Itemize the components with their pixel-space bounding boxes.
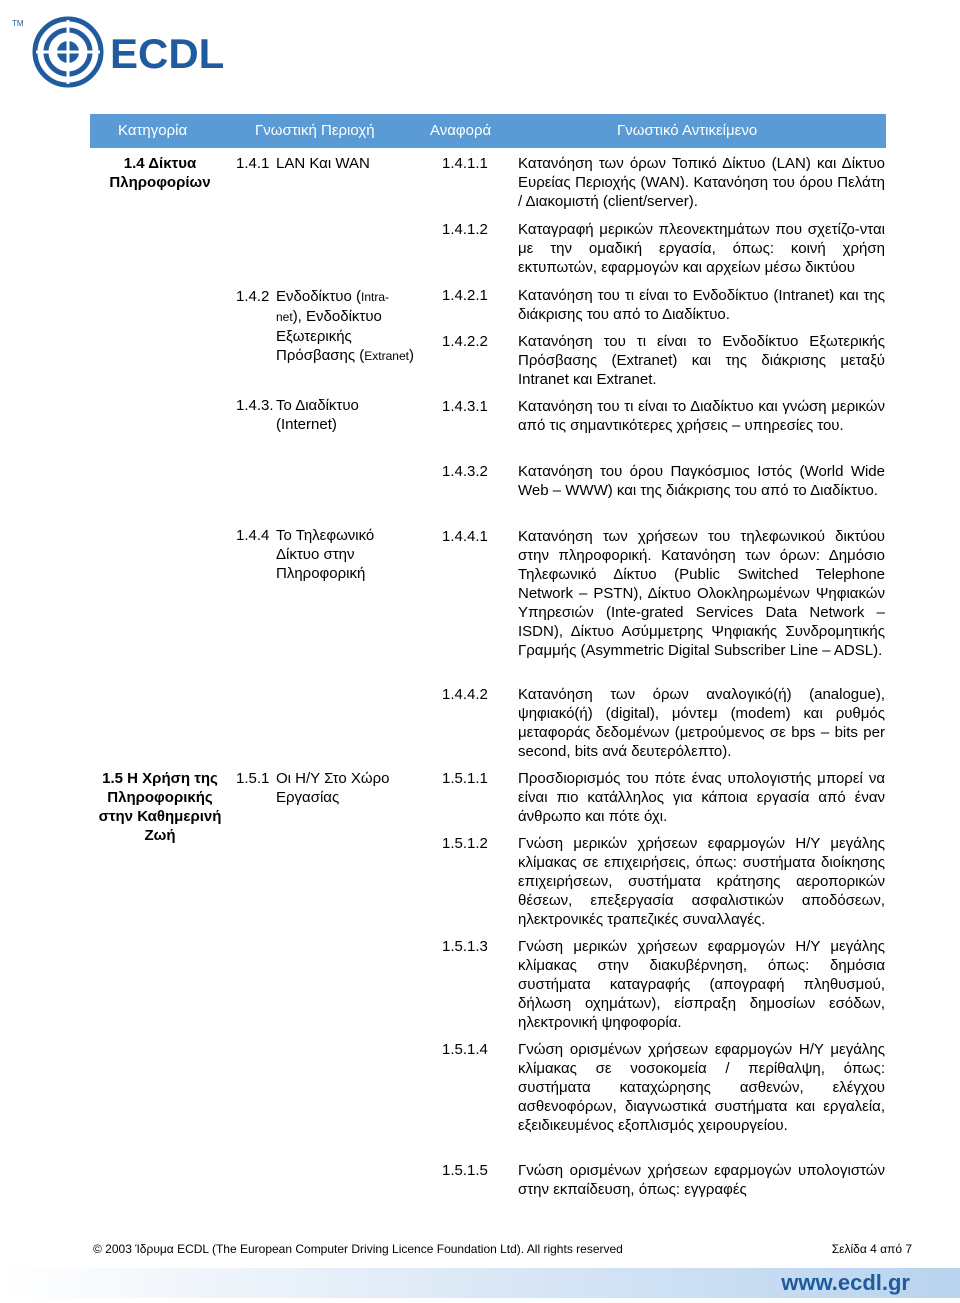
item-description: Κατανόηση του τι είναι το Ενδοδίκτυο Εξωτερικής Πρόσβασης (Extranet) και της διάκρισης μεταξύ Intranet και Extranet. xyxy=(518,333,885,388)
item-description: Προσδιορισμός του πότε ένας υπολογιστής μπορεί να είναι πιο κατάλληλος για κάποια εργασία από έναν άνθρωπο και πότε όχι. xyxy=(518,770,885,825)
area-label: Το Διαδίκτυο (Internet) xyxy=(276,397,359,433)
area-1-5-1 xyxy=(236,769,416,807)
header-area: Γνωστική Περιοχή xyxy=(255,122,375,139)
item-code: 1.4.4.2 xyxy=(442,686,488,703)
item-description: Κατανόηση των χρήσεων του τηλεφωνικού δικτύου στην πληροφορική. Κατανόηση των όρων: Δημόσιο Τηλεφωνικό Δίκτυο (Public Switched Telephone Network – PSTN), Δίκτυο Ολοκληρωμένων Ψηφιακών Υπηρεσιών (Inte-grated Services Data Network – ISDN), Δίκτυο Ασύμμετρης Ψηφιακής Συνδρομητικής Γραμμής (Asymmetric Digital Subscriber Line – ADSL). xyxy=(518,528,885,659)
item-code: 1.5.1.5 xyxy=(442,1162,488,1179)
area-number: 1.4.1 xyxy=(236,155,270,172)
item-code: 1.4.1.2 xyxy=(442,221,488,238)
item-code: 1.4.1.1 xyxy=(442,155,488,172)
header-category: Κατηγορία xyxy=(118,122,188,139)
item-description: Κατανόηση των όρων Τοπικό Δίκτυο (LAN) και Δίκτυο Ευρείας Περιοχής (WAN). Κατανόηση του όρου Πελάτη / Διακομιστή (client/server). xyxy=(518,155,885,210)
area-1-4-3 xyxy=(236,396,416,434)
area-number: 1.5.1 xyxy=(236,770,270,787)
area-number: 1.4.4 xyxy=(236,527,270,544)
item-description: Κατανόηση του όρου Παγκόσμιος Ιστός (World Wide Web – WWW) και της διάκρισης του από το Διαδίκτυο. xyxy=(518,463,885,499)
footer-copyright: © 2003 Ίδρυμα ECDL (The European Computer Driving Licence Foundation Ltd). All rights reserved xyxy=(93,1242,623,1256)
item-code: 1.5.1.1 xyxy=(442,770,488,787)
header-subject: Γνωστικό Αντικείμενο xyxy=(617,122,758,139)
item-description: Κατανόηση του τι είναι το Διαδίκτυο και γνώση μερικών από τις σημαντικότερες χρήσεις – υπηρεσίες του. xyxy=(518,398,885,434)
area-1-4-1 xyxy=(236,154,416,173)
item-description: Γνώση μερικών χρήσεων εφαρμογών Η/Υ μεγάλης κλίμακας σε επιχειρήσεις, όπως: συστήματα διοίκησης επιχειρήσεων, συστήματα κράτησης αεροπορικών θέσεων, επεξεργασία ασφαλιστικών αποδόσεων, ηλεκτρονικές τραπεζικές συναλλαγές. xyxy=(518,835,885,928)
item-description: Γνώση ορισμένων χρήσεων εφαρμογών υπολογιστών στην εκπαίδευση, όπως: εγγραφές xyxy=(518,1162,885,1198)
item-code: 1.4.3.2 xyxy=(442,463,488,480)
item-code: 1.4.3.1 xyxy=(442,398,488,415)
item-description: Κατανόηση του τι είναι το Ενδοδίκτυο (Intranet) και της διάκρισης του από το Διαδίκτυο. xyxy=(518,287,885,323)
area-number: 1.4.2 xyxy=(236,288,270,305)
item-code: 1.4.4.1 xyxy=(442,528,488,545)
area-1-4-2 xyxy=(236,287,416,366)
item-description: Κατανόηση των όρων αναλογικό(ή) (analogue), ψηφιακό(ή) (digital), μόντεμ (modem) και ρυθμός μεταφοράς δεδομένων (μετρούμενος σε bps – bits per second, bits ανά δευτερόλεπτο). xyxy=(518,686,885,760)
footer-page-number: Σελίδα 4 από 7 xyxy=(831,1242,912,1256)
website-link[interactable]: www.ecdl.gr xyxy=(781,1270,910,1295)
area-1-4-4 xyxy=(236,526,416,583)
category-1-4: 1.4 Δίκτυα Πληροφορίων xyxy=(109,155,211,191)
brand-name: ECDL xyxy=(110,30,225,77)
item-description: Καταγραφή μερικών πλεονεκτημάτων που σχετίζο-νται με την ομαδική εργασία, όπως: κοινή χρήση εκτυπωτών, εφαρμογών και αρχείων μέσω δικτύου xyxy=(518,221,885,276)
item-code: 1.4.2.1 xyxy=(442,287,488,304)
category-1-5: 1.5 Η Χρήση της Πληροφορικής στην Καθημερινή Ζωή xyxy=(98,770,222,844)
area-label: Οι Η/Υ Στο Χώρο Εργασίας xyxy=(276,770,390,806)
table-header xyxy=(90,114,886,148)
area-label: LAN Και WAN xyxy=(276,155,370,172)
item-code: 1.5.1.4 xyxy=(442,1041,488,1058)
area-number: 1.4.3. xyxy=(236,397,274,414)
area-label: Το Τηλεφωνικό Δίκτυο στην Πληροφορική xyxy=(276,527,375,582)
item-code: 1.5.1.3 xyxy=(442,938,488,955)
item-code: 1.4.2.2 xyxy=(442,333,488,350)
area-label: Ενδοδίκτυο (Intra- net), Ενδοδίκτυο Εξωτερικής Πρόσβασης (Extranet) xyxy=(276,288,414,364)
item-description: Γνώση μερικών χρήσεων εφαρμογών Η/Υ μεγάλης κλίμακας στην διακυβέρνηση, όπως: δημόσια συστήματα καταγραφής (απογραφή πληθυσμού, δήλωση οχημάτων), είσπραξη δημοσίων εσόδων, ηλεκτρονική ψηφοφορία. xyxy=(518,938,885,1031)
item-code: 1.5.1.2 xyxy=(442,835,488,852)
ecdl-logo xyxy=(10,4,240,94)
trademark-mark: TM xyxy=(12,19,24,28)
header-reference: Αναφορά xyxy=(430,122,492,139)
item-description: Γνώση ορισμένων χρήσεων εφαρμογών Η/Υ μεγάλης κλίμακας σε νοσοκομεία / περίθαλψη, όπως: συστήματα καταχώρησης ασθενών, ελέγχου ασθενοφόρων, διαγνωστικά συστήματα και εργαλεία, εξειδικευμένος εξοπλισμός χειρουργείου. xyxy=(518,1041,885,1134)
